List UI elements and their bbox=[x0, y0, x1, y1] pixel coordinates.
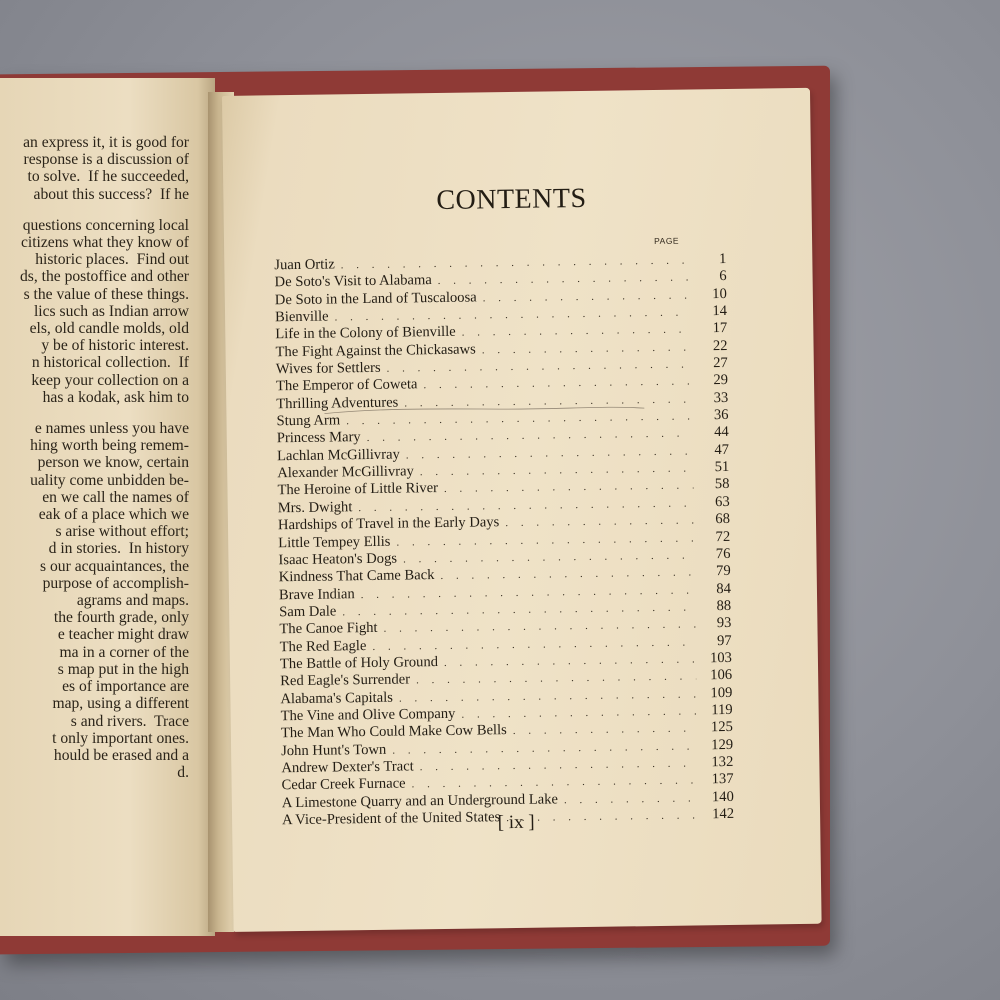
entry-page-number: 72 bbox=[715, 528, 731, 545]
text-line: the fourth grade, only bbox=[53, 609, 189, 627]
entry-title: Cedar Creek Furnace bbox=[281, 775, 406, 794]
entry-title: Sam Dale bbox=[279, 603, 337, 621]
text-line: person we know, certain bbox=[37, 454, 189, 472]
page-column-header: PAGE bbox=[653, 235, 680, 246]
entry-page-number: 132 bbox=[711, 753, 734, 771]
text-line: has a kodak, ask him to bbox=[42, 388, 189, 406]
entry-page-number: 44 bbox=[714, 424, 729, 441]
text-line: to solve. If he succeeded, bbox=[27, 168, 189, 186]
dot-leader bbox=[403, 549, 695, 565]
entry-title: The Canoe Fight bbox=[279, 620, 378, 638]
text-line: s our acquaintances, the bbox=[40, 557, 189, 575]
dot-leader bbox=[396, 532, 694, 548]
entry-page-number: 14 bbox=[712, 303, 728, 320]
dot-leader bbox=[387, 359, 692, 375]
dot-leader bbox=[482, 341, 692, 356]
dot-leader bbox=[483, 289, 691, 304]
dot-leader bbox=[444, 653, 696, 669]
entry-title: Juan Ortiz bbox=[274, 256, 335, 274]
entry-page-number: 103 bbox=[709, 649, 733, 667]
entry-page-number: 109 bbox=[710, 684, 733, 701]
entry-title: Isaac Heaton's Dogs bbox=[278, 550, 398, 569]
entry-title: De Soto's Visit to Alabama bbox=[274, 272, 432, 291]
entry-page-number: 51 bbox=[714, 459, 730, 476]
entry-title: Red Eagle's Surrender bbox=[280, 671, 411, 690]
dot-leader bbox=[438, 272, 691, 288]
entry-page-number: 76 bbox=[715, 545, 731, 562]
entry-title: The Battle of Holy Ground bbox=[279, 653, 439, 673]
entry-title: De Soto in the Land of Tuscaloosa bbox=[274, 289, 477, 308]
text-line: agrams and maps. bbox=[76, 592, 189, 610]
entry-page-number: 88 bbox=[716, 597, 732, 615]
dot-leader bbox=[392, 740, 697, 756]
text-line: s the value of these things. bbox=[23, 285, 189, 303]
dot-leader bbox=[399, 688, 697, 704]
entry-page-number: 29 bbox=[713, 372, 729, 389]
text-line: e names unless you have bbox=[34, 420, 189, 438]
left-page-text bbox=[0, 134, 189, 781]
text-line: d. bbox=[177, 764, 189, 782]
entry-title: Little Tempey Ellis bbox=[278, 533, 391, 551]
entry-page-number: 33 bbox=[713, 389, 729, 406]
dot-leader bbox=[505, 515, 694, 530]
entry-title: Princess Mary bbox=[276, 429, 361, 447]
entry-page-number: 79 bbox=[715, 563, 731, 580]
entry-title: Andrew Dexter's Tract bbox=[281, 758, 414, 777]
text-line: d in stories. In history bbox=[48, 540, 189, 558]
dot-leader bbox=[444, 480, 694, 495]
page-title: CONTENTS bbox=[436, 182, 587, 217]
entry-title: Hardships of Travel in the Early Days bbox=[277, 514, 500, 534]
entry-page-number: 142 bbox=[712, 805, 735, 823]
dot-leader bbox=[440, 567, 694, 583]
dot-leader bbox=[462, 324, 692, 339]
text-line: t only important ones. bbox=[52, 729, 189, 747]
entry-title: The Red Eagle bbox=[279, 637, 367, 655]
text-line: s and rivers. Trace bbox=[70, 712, 189, 730]
dot-leader bbox=[423, 376, 692, 392]
dot-leader bbox=[513, 723, 697, 738]
entry-page-number: 84 bbox=[716, 580, 732, 597]
entry-title: Thrilling Adventures bbox=[276, 394, 399, 413]
entry-title: The Emperor of Coweta bbox=[275, 376, 418, 395]
text-line: els, old candle molds, old bbox=[29, 320, 189, 338]
entry-page-number: 68 bbox=[715, 511, 731, 528]
contents-page bbox=[222, 88, 822, 932]
entry-page-number: 119 bbox=[711, 701, 733, 719]
text-line: historic places. Find out bbox=[35, 251, 189, 269]
entry-page-number: 106 bbox=[710, 667, 733, 684]
text-line: es of importance are bbox=[62, 678, 189, 696]
text-line: ds, the postoffice and other bbox=[19, 268, 189, 286]
text-line: lics such as Indian arrow bbox=[33, 302, 189, 320]
text-line: purpose of accomplish- bbox=[42, 574, 189, 592]
entry-title: The Man Who Could Make Cow Bells bbox=[280, 722, 507, 742]
text-line: about this success? If he bbox=[33, 185, 189, 203]
entry-page-number: 6 bbox=[719, 268, 727, 285]
entry-page-number: 1 bbox=[718, 250, 727, 268]
text-line: response is a discussion of bbox=[23, 151, 189, 169]
dot-leader bbox=[383, 619, 695, 635]
text-line: ma in a corner of the bbox=[59, 643, 189, 661]
text-line: uality come unbidden be- bbox=[30, 471, 189, 489]
text-line: eak of a place which we bbox=[38, 506, 189, 524]
entry-page-number: 129 bbox=[711, 736, 734, 753]
text-line: hing worth being remem- bbox=[30, 437, 189, 455]
entry-title: Lachlan McGillivray bbox=[276, 446, 400, 465]
entry-page-number: 137 bbox=[711, 771, 734, 788]
entry-title: A Limestone Quarry and an Underground Lake bbox=[281, 791, 559, 811]
entry-page-number: 22 bbox=[712, 337, 728, 354]
entry-title: The Heroine of Little River bbox=[277, 480, 439, 499]
entry-title: Alabama's Capitals bbox=[280, 689, 393, 707]
page-number: [ ix ] bbox=[497, 811, 535, 834]
contents-list bbox=[274, 251, 734, 830]
paragraph-gap bbox=[0, 406, 189, 420]
entry-page-number: 27 bbox=[713, 355, 728, 372]
text-line: n historical collection. If bbox=[31, 354, 189, 372]
dot-leader bbox=[461, 705, 696, 720]
entry-title: A Vice-President of the United States bbox=[282, 809, 501, 829]
entry-title: Kindness That Came Back bbox=[278, 567, 435, 586]
entry-title: The Vine and Olive Company bbox=[280, 705, 456, 725]
entry-page-number: 36 bbox=[713, 407, 729, 424]
text-line: citizens what they know of bbox=[20, 234, 189, 252]
entry-page-number: 58 bbox=[714, 476, 730, 493]
entry-page-number: 17 bbox=[712, 320, 728, 337]
entry-page-number: 47 bbox=[714, 441, 730, 458]
entry-title: Bienville bbox=[274, 308, 329, 326]
text-line: s arise without effort; bbox=[55, 523, 189, 541]
paragraph-gap bbox=[0, 203, 189, 217]
entry-title: Mrs. Dwight bbox=[277, 499, 353, 517]
text-line: hould be erased and a bbox=[53, 746, 189, 764]
dot-leader bbox=[564, 792, 698, 806]
text-line: y be of historic interest. bbox=[41, 337, 189, 355]
entry-title: Life in the Colony of Bienville bbox=[275, 324, 456, 343]
text-line: an express it, it is good for bbox=[23, 134, 189, 151]
text-line: map, using a different bbox=[52, 695, 189, 713]
entry-title: The Fight Against the Chickasaws bbox=[275, 341, 476, 360]
dot-leader bbox=[420, 757, 698, 773]
entry-page-number: 125 bbox=[710, 719, 733, 736]
dot-leader bbox=[406, 445, 693, 461]
entry-title: John Hunt's Town bbox=[281, 741, 387, 759]
text-line: en we call the names of bbox=[42, 488, 189, 506]
entry-page-number: 63 bbox=[715, 493, 730, 510]
dot-leader bbox=[416, 671, 696, 687]
left-page bbox=[0, 78, 215, 936]
text-line: keep your collection on a bbox=[31, 371, 189, 389]
entry-title: Alexander McGillivray bbox=[277, 463, 414, 482]
entry-title: Brave Indian bbox=[278, 585, 355, 603]
entry-page-number: 93 bbox=[716, 615, 732, 632]
entry-title: Wives for Settlers bbox=[275, 359, 381, 378]
text-line: s map put in the high bbox=[57, 660, 189, 678]
entry-page-number: 140 bbox=[711, 788, 734, 805]
entry-page-number: 97 bbox=[716, 632, 732, 649]
entry-page-number: 10 bbox=[712, 285, 727, 302]
text-line: questions concerning local bbox=[22, 216, 189, 234]
text-line: e teacher might draw bbox=[57, 626, 189, 644]
dot-leader bbox=[412, 775, 698, 791]
entry-title: Stung Arm bbox=[276, 412, 341, 430]
dot-leader bbox=[420, 463, 694, 479]
